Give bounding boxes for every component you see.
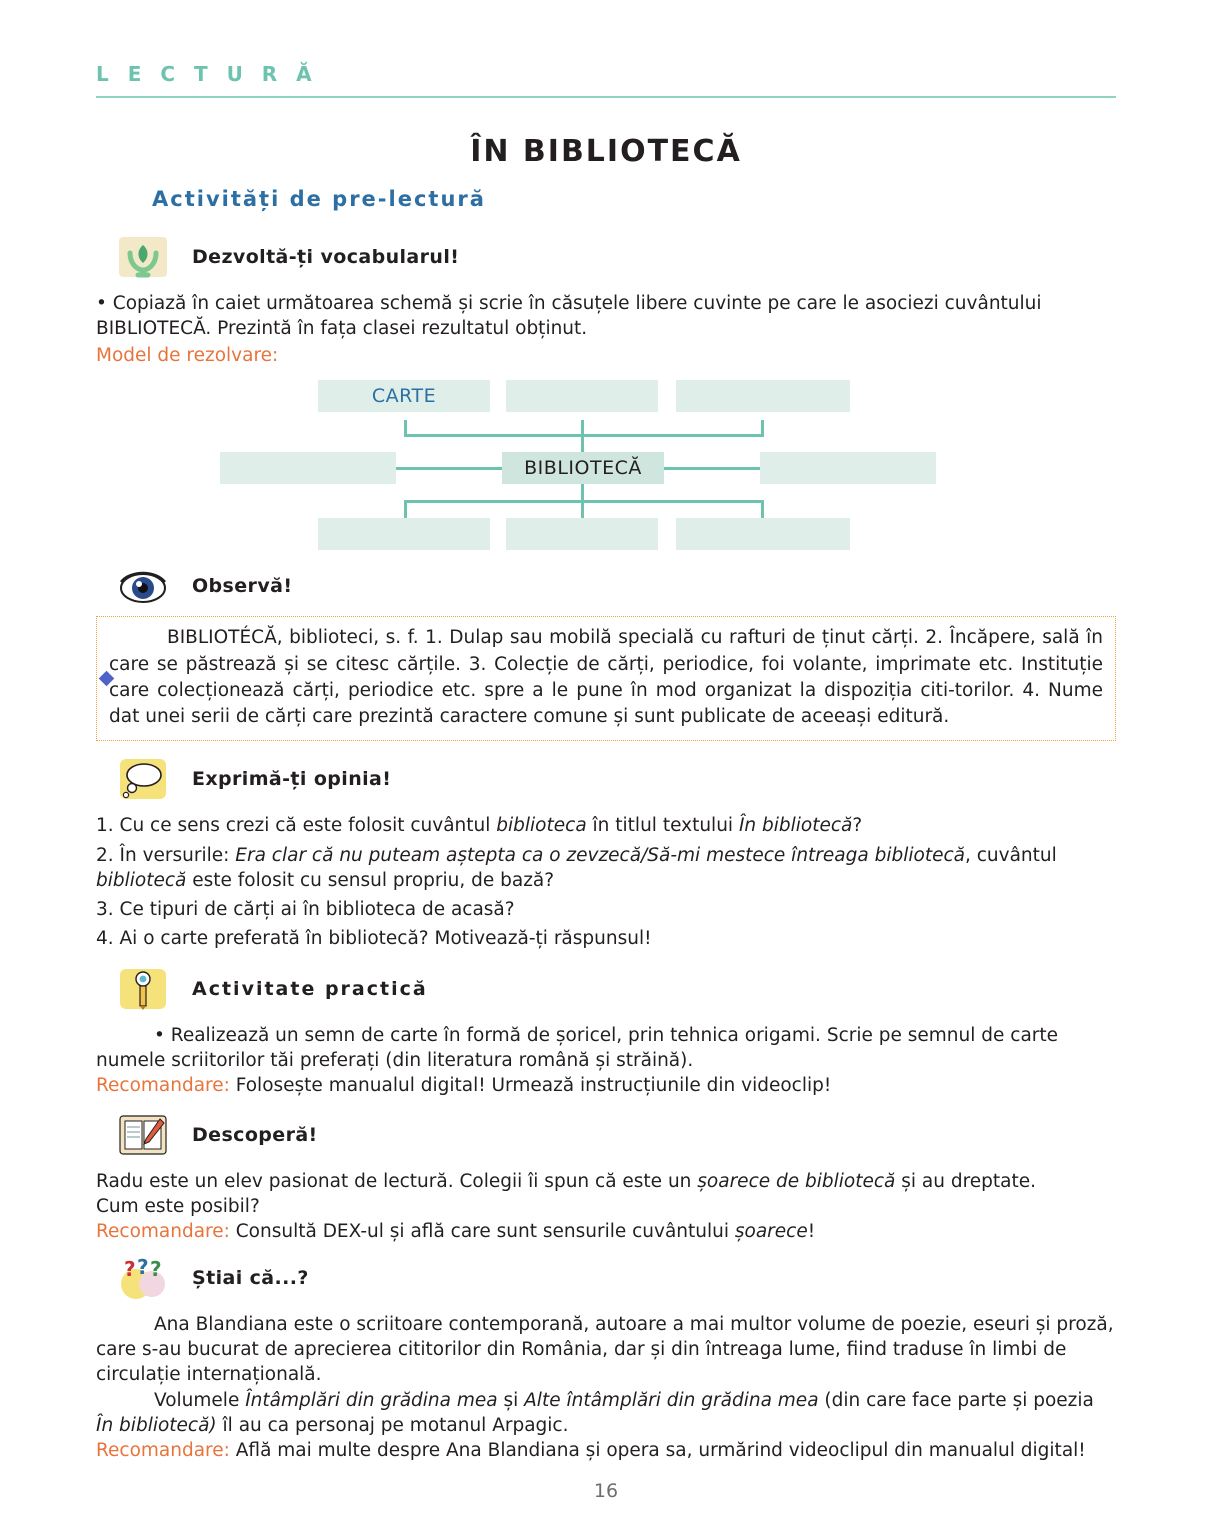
stiai-p2-a: Volumele [154, 1389, 246, 1411]
q1-part-b: în titlul textului [586, 815, 739, 837]
question-2 [96, 843, 1116, 893]
diagram-connector [404, 434, 764, 437]
q1-part-a: 1. Cu ce sens crezi că este folosit cuvântul [96, 815, 497, 837]
descopera-part-a: Radu este un elev pasionat de lectură. Colegii îi spun că este un [96, 1170, 698, 1192]
descopera-recommendation [96, 1219, 1116, 1244]
svg-text:?: ? [150, 1257, 162, 1282]
practica-body [96, 1023, 1116, 1098]
question-3: 3. Ce tipuri de cărți ai în biblioteca de acasă? [96, 898, 515, 920]
practica-text: • Realizează un semn de carte în formă de șoricel, prin tehnica origami. Scrie pe semnul de carte numele scriitorilor tăi preferați (din literatura română și străină). [96, 1025, 1059, 1072]
section-stiai-header [96, 1254, 1116, 1302]
recommendation-label: Recomandare: [96, 1220, 230, 1242]
descopera-rec-a: Consultă DEX-ul și află care sunt sensurile cuvântului [229, 1220, 735, 1242]
q1-part-c: ? [852, 815, 863, 837]
diagram-box-top-2[interactable] [506, 380, 658, 412]
concept-diagram [96, 376, 1116, 556]
section-descopera-title: Descoperă! [192, 1123, 318, 1146]
header-divider [96, 96, 1116, 98]
stiai-paragraph-1: Ana Blandiana este o scriitoare contemporană, autoare a mai multor volume de poezie, eseuri și proză, care s-au bucurat de aprecierea cititorilor din România, dar și din întreaga lume, fiind traduse în limbi de circulație internațională. [96, 1314, 1114, 1386]
svg-text:?: ? [124, 1257, 136, 1282]
q1-italic-1: biblioteca [496, 815, 587, 837]
section-vocabular-title: Dezvoltă-ți vocabularul! [192, 246, 460, 268]
descopera-part-b: și au dreptate. [895, 1170, 1037, 1192]
page-header [96, 0, 1116, 98]
question-4: 4. Ai o carte preferată în bibliotecă? Motivează-ți răspunsul! [96, 928, 652, 949]
stiai-p2-italic-1: Întâmplări din grădina mea [245, 1389, 498, 1411]
definition-box [96, 616, 1116, 741]
diagram-box-biblioteca: BIBLIOTECĂ [502, 452, 664, 484]
q2-italic-1: Era clar că nu puteam aștepta ca o zevzecă/Să-mi mestece întreaga bibliotecă [235, 844, 965, 866]
q1-italic-2: În bibliotecă [738, 815, 853, 837]
diagram-box-bottom-1[interactable] [318, 518, 490, 550]
stiai-p2-d: îl au ca personaj pe motanul Arpagic. [216, 1414, 569, 1436]
diagram-connector [581, 434, 584, 452]
diagram-box-right[interactable] [760, 452, 936, 484]
q2-italic-2: bibliotecă [96, 869, 187, 891]
lightbulb-pencil-icon [116, 965, 170, 1013]
svg-text:?: ? [137, 1255, 149, 1280]
section-descopera-header [96, 1111, 1116, 1159]
question-1 [96, 813, 1116, 838]
descopera-body [96, 1169, 1116, 1244]
recommendation-label: Recomandare: [96, 1075, 230, 1097]
descopera-text [96, 1169, 1116, 1194]
stiai-p2-c: (din care face parte și poezia [818, 1389, 1094, 1411]
model-label: Model de rezolvare: [96, 345, 279, 367]
diagram-connector [761, 500, 764, 518]
recommendation-label: Recomandare: [96, 1439, 230, 1461]
stiai-paragraph-2 [96, 1388, 1116, 1438]
stiai-recommendation [96, 1438, 1116, 1463]
subtitle: Activități de pre-lectură [152, 187, 486, 211]
question-marks-icon [116, 1254, 170, 1302]
diagram-connector [581, 500, 584, 518]
section-practica-header [96, 965, 1116, 1013]
stiai-body [96, 1312, 1116, 1463]
descopera-rec-italic: șoarece [734, 1220, 808, 1242]
section-vocabular-header [96, 233, 1116, 281]
section-practica-title: Activitate practică [192, 978, 428, 1001]
thought-bubble-icon [116, 755, 170, 803]
descopera-text-line2: Cum este posibil? [96, 1195, 260, 1217]
stiai-p2-italic-3: În bibliotecă) [96, 1414, 217, 1436]
section-opinia-header [96, 755, 1116, 803]
stiai-p2-b: și [497, 1389, 525, 1411]
section-observa-title: Observă! [192, 575, 293, 598]
diagram-connector [404, 500, 407, 518]
section-stiai-title: Știai că...? [192, 1267, 309, 1290]
stiai-p2-italic-2: Alte întâmplări din grădina mea [524, 1389, 819, 1411]
eye-icon [116, 562, 170, 610]
opinia-questions [96, 813, 1116, 951]
diagram-box-top-3[interactable] [676, 380, 850, 412]
practica-recommendation [96, 1073, 1116, 1098]
diagram-connector [664, 467, 760, 470]
recommendation-text: Folosește manualul digital! Urmează instrucțiunile din videoclip! [229, 1075, 832, 1097]
page-number: 16 [593, 1480, 619, 1502]
q2-part-b: , cuvântul [964, 844, 1057, 866]
diagram-connector [396, 467, 502, 470]
diagram-box-bottom-2[interactable] [506, 518, 658, 550]
hands-plant-icon [116, 233, 170, 281]
stiai-rec-text: Află mai multe despre Ana Blandiana și opera sa, urmărind videoclipul din manualul digital! [229, 1439, 1086, 1461]
diagram-box-left[interactable] [220, 452, 396, 484]
diagram-connector [404, 500, 764, 503]
diagram-box-bottom-3[interactable] [676, 518, 850, 550]
q2-part-a: 2. În versurile: [96, 844, 236, 866]
descopera-italic: șoarece de bibliotecă [697, 1170, 896, 1192]
open-book-pencil-icon [116, 1111, 170, 1159]
section-opinia-title: Exprimă-ți opinia! [192, 768, 392, 791]
section-label: L E C T U R Ă [96, 62, 318, 86]
definition-text: BIBLIOTÉCĂ, biblioteci, s. f. 1. Dulap sau mobilă specială cu rafturi de ținut cărți. 2. Încăpere, sală în care se păstrează și se citesc cărțile. 3. Colecție de cărți, periodice, foi volante, imprimate etc. Instituție care colecționează cărți, periodice etc. spre a le pune în mod organizat la dispoziția citi-torilor. 4. Nume dat unei serii de cărți care prezintă caractere comune și sunt publicate de aceeași editură. [109, 627, 1103, 728]
page-title: ÎN BIBLIOTECĂ [470, 134, 742, 169]
q2-part-c: este folosit cu sensul propriu, de bază? [186, 869, 555, 891]
vocabular-bullet: • Copiază în caiet următoarea schemă și scrie în căsuțele libere cuvinte pe care le asociezi cuvântului BIBLIOTECĂ. Prezintă în fața clasei rezultatul obținut. [96, 293, 1042, 340]
diagram-box-carte: CARTE [318, 380, 490, 412]
descopera-rec-b: ! [807, 1220, 816, 1242]
section-observa-header [96, 562, 1116, 610]
vocabular-body [96, 291, 1116, 366]
